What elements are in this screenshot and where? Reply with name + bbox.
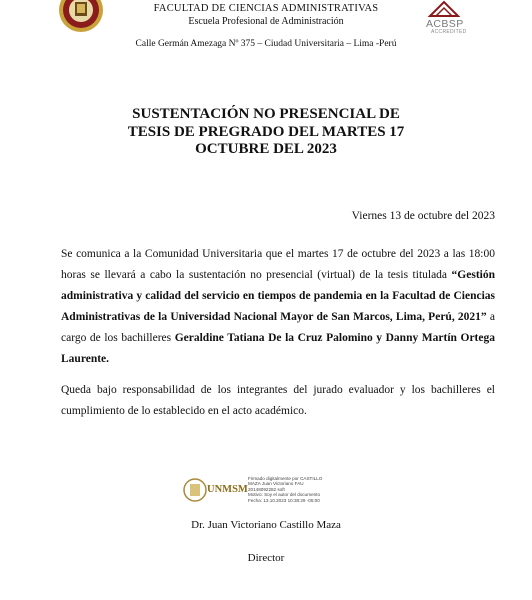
responsibility-paragraph: Queda bajo responsabilidad de los integrantes del jurado evaluador y los bachilleres el cumplimiento de lo establecido en el acto académico. [61,384,495,417]
announcement-paragraph [61,244,495,370]
title-line-2: TESIS DE PREGRADO DEL MARTES 17 [127,123,405,140]
digital-signature-line: Fecha: 13.10.2023 10:38:29 -05:00 [248,497,320,503]
accreditation-sub-text: ACCREDITED [431,29,467,35]
digital-signature-line: Firmado digitalmente por CASTILLO [248,476,323,481]
digital-signature-line: Motivo: Soy el autor del documento [248,492,321,498]
title-line-3: OCTUBRE DEL 2023 [195,141,337,157]
digital-signature-line: MAZA Juan Victoriano FAU [248,481,304,487]
candidate-names: Geraldine Tatiana De la Cruz Palomino y Danny Martín Ortega Laurente. [61,332,495,365]
signer-name: Dr. Juan Victoriano Castillo Maza [191,519,341,531]
accreditation-logo-text: ACBSP [426,18,464,30]
paragraph-text: Se comunica a la Comunidad Universitaria que el martes 17 de octubre del 2023 a las 18:00 horas se llevará a cabo la sustentación no presencial (virtual) de la tesis titulada [61,248,495,281]
signer-role: Director [247,552,285,564]
thesis-title: “Gestión administrativa y calidad del servicio en tiempos de pandemia en la Facultad de Ciencias Administrativas de la Universidad Nacional Mayor de San Marcos, Lima, Perú, 2021” [61,269,495,323]
faculty-name: FACULTAD DE CIENCIAS ADMINISTRATIVAS [153,3,379,14]
school-name: Escuela Profesional de Administración [188,16,344,27]
document-date: Viernes 13 de octubre del 2023 [351,210,495,222]
signature-seal-icon [182,476,208,504]
address-line: Calle Germán Amezaga Nº 375 – Ciudad Universitaria – Lima -Perú [135,39,397,49]
digital-signature-line: 20148092282 soft [248,486,285,492]
signature-logo-text: UNMSM [207,484,248,495]
title-line-1: SUSTENTACIÓN NO PRESENCIAL DE [132,106,400,122]
digital-signature-details [248,476,368,503]
paragraph-text: a cargo de los bachilleres [61,311,495,344]
document-title [90,106,442,159]
